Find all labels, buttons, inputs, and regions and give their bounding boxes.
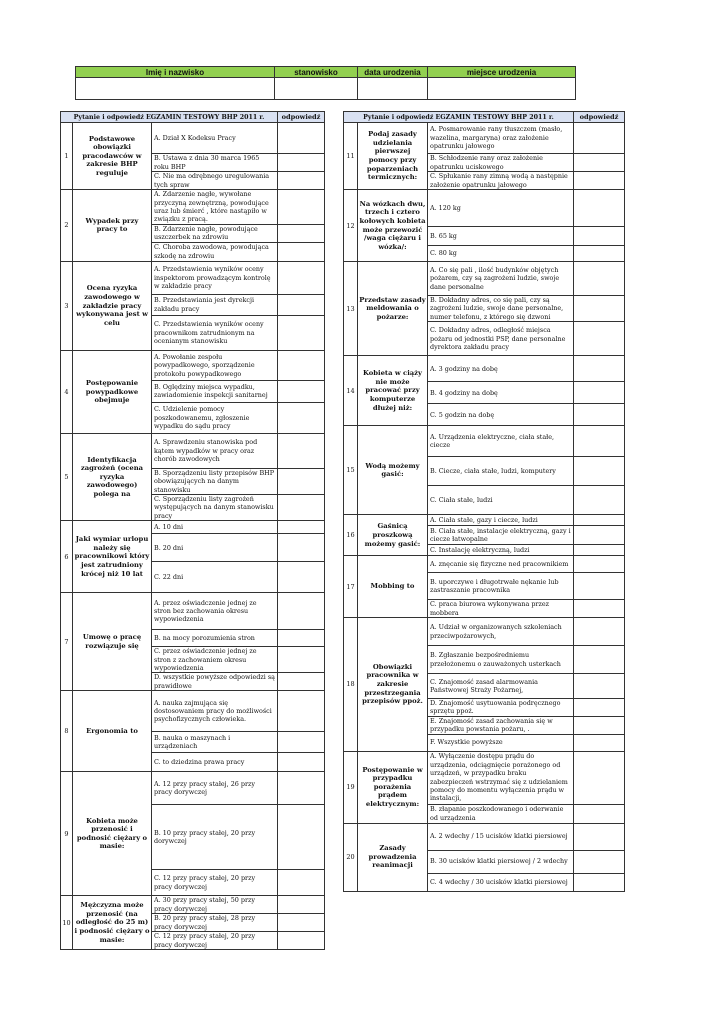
answer-cell[interactable]	[278, 772, 325, 805]
answer-cell[interactable]	[574, 404, 625, 426]
question-text: Ocena ryzyka zawodowego w zakładzie pracy wykonywana jest w celu	[73, 261, 152, 350]
answer-option: A. Posmarowanie rany tłuszczem (masło, wazelina, margaryna) oraz założenie opatrunku jałowego	[428, 123, 574, 154]
answer-option: A. 2 wdechy / 15 ucisków klatki piersiowej	[428, 823, 574, 850]
answer-option: B. Ciecze, ciała stałe, ludzi, komputery	[428, 457, 574, 486]
answer-option: D. Znajomość usytuowania podręcznego sprzętu ppoż.	[428, 699, 574, 717]
question-number: 7	[61, 593, 73, 691]
answer-option: B. Oględziny miejsca wypadku, zawiadomienie inspekcji sanitarnej	[152, 380, 278, 402]
answer-option: A. Dział X Kodeksu Pracy	[152, 123, 278, 154]
question-number: 18	[344, 618, 358, 752]
answer-option: C. 80 kg	[428, 246, 574, 262]
answer-cell[interactable]	[574, 172, 625, 190]
answer-cell[interactable]	[574, 382, 625, 404]
question-number: 5	[61, 433, 73, 520]
header-name: Imię i nazwisko	[76, 67, 275, 78]
question-number: 2	[61, 190, 73, 262]
question-text: Podstawowe obowiązki pracodawców w zakresie BHP reguluje	[73, 123, 152, 190]
answer-option: C. 12 przy pracy stałej, 20 przy pracy dorywczej	[152, 870, 278, 896]
answer-option: B. Zgłaszanie bezpośredniemu przełożonemu o zauważonych usterkach	[428, 646, 574, 674]
answer-cell[interactable]	[574, 873, 625, 891]
answer-cell[interactable]	[278, 190, 325, 225]
question-row	[344, 618, 625, 646]
answer-option: C. 4 wdechy / 30 ucisków klatki piersiowej	[428, 873, 574, 891]
question-number: 9	[61, 772, 73, 896]
right-answer-header: odpowiedź	[574, 112, 625, 123]
question-number: 14	[344, 356, 358, 426]
question-row	[344, 356, 625, 382]
answer-cell[interactable]	[574, 526, 625, 545]
question-row	[344, 190, 625, 227]
answer-cell[interactable]	[278, 521, 325, 534]
answer-option: A. Sprawdzeniu stanowiska pod kątem wypadków w pracy oraz chorób zawodowych	[152, 433, 278, 468]
answer-cell[interactable]	[278, 534, 325, 562]
answer-cell[interactable]	[278, 673, 325, 691]
answer-cell[interactable]	[278, 732, 325, 753]
answer-cell[interactable]	[574, 486, 625, 515]
question-row	[61, 593, 325, 630]
answer-option: A. Co się pali , ilość budynków objętych pożarem, czy są zagrożeni ludzie, swoje dane personalne	[428, 262, 574, 296]
question-text: Umowę o pracę rozwiązuje się	[73, 593, 152, 691]
answer-option: C. Ciała stałe, ludzi	[428, 486, 574, 515]
answer-option: A. 3 godziny na dobę	[428, 356, 574, 382]
answer-option: A. znęcanie się fizyczne ned pracownikiem	[428, 556, 574, 573]
question-row	[61, 521, 325, 534]
answer-cell[interactable]	[278, 753, 325, 772]
answer-option: A. 12 przy pracy stałej, 26 przy pracy dorywczej	[152, 772, 278, 805]
answer-cell[interactable]	[574, 545, 625, 556]
question-row	[61, 123, 325, 154]
answer-option: B. Schłodzenie rany oraz założenie opatrunku uciskowego	[428, 154, 574, 172]
answer-option: A. Urządzenia elektryczne, ciała stałe, ciecze	[428, 426, 574, 457]
question-number: 15	[344, 426, 358, 515]
answer-option: A. Przedstawienia wyników oceny inspektorom prowadzącym kontrolę w zakładzie pracy	[152, 261, 278, 294]
answer-cell[interactable]	[278, 914, 325, 932]
question-row	[344, 751, 625, 804]
answer-option: B. 20 przy pracy stałej, 28 przy pracy dorywczej	[152, 914, 278, 932]
answer-cell[interactable]	[574, 356, 625, 382]
question-row	[61, 433, 325, 468]
answer-option: B. nauka o maszynach i urządzeniach	[152, 732, 278, 753]
question-text: Identyfikacja zagrożeń (ocena ryzyka zawodowego) polega na	[73, 433, 152, 520]
answer-option: B. 65 kg	[428, 227, 574, 246]
answer-option: A. Powołanie zespołu powypadkowego, sporządzenie protokołu powypadkowego	[152, 350, 278, 380]
answer-cell[interactable]	[278, 294, 325, 315]
answer-option: A. 120 kg	[428, 190, 574, 227]
answer-option: F. Wszystkie powyższe	[428, 734, 574, 751]
position-field[interactable]	[275, 78, 358, 100]
question-row	[61, 350, 325, 380]
question-text: Przedstaw zasady meldowania o pożarze:	[358, 262, 428, 356]
answer-option: D. wszystkie powyższe odpowiedzi są prawidłowe	[152, 673, 278, 691]
answer-cell[interactable]	[278, 225, 325, 243]
question-text: Podaj zasady udzielania pierwszej pomocy przy poparzeniach termicznych:	[358, 123, 428, 190]
answer-option: A. Zdarzenie nagłe, wywołane przyczyną zewnętrzną, powodujące uraz lub śmierć , które nastąpiło w związku z pracą.	[152, 190, 278, 225]
birth-place-field[interactable]	[428, 78, 576, 100]
header-position: stanowisko	[275, 67, 358, 78]
answer-option: B. 30 ucisków klatki piersiowej / 2 wdechy	[428, 850, 574, 873]
left-answer-header: odpowiedź	[278, 112, 325, 123]
answer-option: B. Zdarzenie nagłe, powodujące uszczerbek na zdrowiu	[152, 225, 278, 243]
header-birth-place: miejsce urodzenia	[428, 67, 576, 78]
answer-cell[interactable]	[574, 618, 625, 646]
answer-cell[interactable]	[278, 468, 325, 494]
question-row	[61, 190, 325, 225]
answer-cell[interactable]	[278, 172, 325, 190]
question-text: Postępowanie powypadkowe obejmuje	[73, 350, 152, 433]
answer-cell[interactable]	[574, 556, 625, 573]
answer-option: B. Ciała stałe, instalacje elektryczną, gazy i ciecze łatwopalne	[428, 526, 574, 545]
answer-cell[interactable]	[278, 154, 325, 172]
answer-cell[interactable]	[574, 262, 625, 296]
answer-option: C. Przedstawienia wyników oceny pracownikom zatrudnionym na ocenianym stanowisku	[152, 315, 278, 350]
question-row	[344, 823, 625, 850]
left-table-title: Pytanie i odpowiedź EGZAMIN TESTOWY BHP 2011 r.	[61, 112, 278, 123]
answer-option: A. nauka zajmująca się dostosowaniem pracy do możliwości psychofizycznych człowieka.	[152, 691, 278, 732]
question-row	[344, 123, 625, 154]
answer-option: B. 10 przy pracy stałej, 20 przy dorywczej	[152, 805, 278, 870]
question-number: 13	[344, 262, 358, 356]
answer-cell[interactable]	[278, 350, 325, 380]
question-row	[61, 896, 325, 914]
question-number: 17	[344, 556, 358, 618]
answer-option: B. 20 dni	[152, 534, 278, 562]
answer-option: A. przez oświadczenie jednej ze stron bez zachowania okresu wypowiedzenia	[152, 593, 278, 630]
answer-option: B. złapanie poszkodowanego i oderwanie od urządzenia	[428, 804, 574, 823]
answer-cell[interactable]	[278, 380, 325, 402]
question-number: 8	[61, 691, 73, 772]
personal-data-table	[75, 66, 576, 100]
header-birth-date: data urodzenia	[358, 67, 428, 78]
answer-cell[interactable]	[278, 896, 325, 914]
answer-cell[interactable]	[574, 426, 625, 457]
answer-option: C. Sporządzeniu listy zagrożeń występujących na danym stanowisku pracy	[152, 495, 278, 521]
question-text: Kobieta w ciąży nie może pracować przy komputerze dłużej niż:	[358, 356, 428, 426]
answer-cell[interactable]	[574, 751, 625, 804]
answer-cell[interactable]	[574, 154, 625, 172]
answer-option: C. Nie ma odrębnego uregulowania tych spraw	[152, 172, 278, 190]
question-number: 19	[344, 751, 358, 823]
question-row	[344, 426, 625, 457]
answer-cell[interactable]	[574, 850, 625, 873]
question-number: 12	[344, 190, 358, 262]
question-text: Ergonomia to	[73, 691, 152, 772]
answer-option: C. Udzielenie pomocy poszkodowanemu, zgłoszenie wypadku do sądu pracy	[152, 402, 278, 433]
answer-cell[interactable]	[574, 573, 625, 600]
answer-cell[interactable]	[574, 296, 625, 322]
question-text: Obowiązki pracownika w zakresie przestrzegania przepisów ppoż.	[358, 618, 428, 752]
answer-option: B. na mocy porozumienia stron	[152, 630, 278, 647]
answer-cell[interactable]	[574, 600, 625, 618]
answer-option: A. 30 przy pracy stałej, 50 przy pracy dorywczej	[152, 896, 278, 914]
answer-option: C. Spłukanie rany zimną wodą a następnie założenie opatrunku jałowego	[428, 172, 574, 190]
answer-option: B. 4 godziny na dobę	[428, 382, 574, 404]
answer-cell[interactable]	[574, 123, 625, 154]
answer-option: C. praca biurowa wykonywana przez mobbera	[428, 600, 574, 618]
question-text: Postępowanie w przypadku porażenia prądem elektrycznym:	[358, 751, 428, 823]
answer-cell[interactable]	[574, 699, 625, 717]
answer-cell[interactable]	[574, 515, 625, 526]
answer-cell[interactable]	[574, 716, 625, 734]
answer-option: A. Ciała stałe, gazy i ciecze, ludzi	[428, 515, 574, 526]
answer-cell[interactable]	[278, 123, 325, 154]
question-number: 11	[344, 123, 358, 190]
answer-option: C. Znajomość zasad alarmowania Państwowej Straży Pożarnej,	[428, 674, 574, 699]
answer-cell[interactable]	[278, 315, 325, 350]
answer-cell[interactable]	[574, 646, 625, 674]
answer-cell[interactable]	[278, 630, 325, 647]
answer-cell[interactable]	[278, 242, 325, 261]
question-text: Kobieta może przenosić i podnosić ciężary o masie:	[73, 772, 152, 896]
question-row	[344, 515, 625, 526]
question-row	[344, 262, 625, 296]
question-number: 20	[344, 823, 358, 891]
question-number: 3	[61, 261, 73, 350]
answer-cell[interactable]	[278, 402, 325, 433]
question-text: Wypadek przy pracy to	[73, 190, 152, 262]
question-text: Gaśnicą proszkową możemy gasić:	[358, 515, 428, 556]
answer-option: C. to dziedzina prawa pracy	[152, 753, 278, 772]
answer-option: B. Ustawa z dnia 30 marca 1965 roku BHP	[152, 154, 278, 172]
birth-date-field[interactable]	[358, 78, 428, 100]
left-question-table	[60, 111, 325, 950]
answer-option: B. Sporządzeniu listy przepisów BHP obowiązujących na danym stanowisku	[152, 468, 278, 494]
question-number: 10	[61, 896, 73, 950]
question-number: 4	[61, 350, 73, 433]
answer-cell[interactable]	[574, 804, 625, 823]
question-text: Na wózkach dwu, trzech i cztero kołowych kobieta może przewozić /waga ciężaru i wózka/:	[358, 190, 428, 262]
answer-cell[interactable]	[278, 691, 325, 732]
answer-option: B. uporczywe i długotrwałe nękanie lub zastraszanie pracownika	[428, 573, 574, 600]
right-question-table	[343, 111, 625, 892]
answer-cell[interactable]	[278, 870, 325, 896]
answer-cell[interactable]	[278, 932, 325, 950]
name-field[interactable]	[76, 78, 275, 100]
answer-cell[interactable]	[278, 562, 325, 593]
answer-option: C. Instalację elektryczną, ludzi	[428, 545, 574, 556]
answer-option: B. Przedstawiania jest dyrekcji zakładu pracy	[152, 294, 278, 315]
question-text: Wodą możemy gasić:	[358, 426, 428, 515]
answer-cell[interactable]	[574, 227, 625, 246]
answer-cell[interactable]	[278, 495, 325, 521]
answer-cell[interactable]	[278, 805, 325, 870]
question-number: 16	[344, 515, 358, 556]
question-text: Jaki wymiar urlopu należy się pracownikowi który jest zatrudniony krócej niż 10 lat	[73, 521, 152, 593]
answer-option: E. Znajomość zasad zachowania się w przypadku powstania pożaru, .	[428, 716, 574, 734]
answer-cell[interactable]	[574, 322, 625, 356]
answer-cell[interactable]	[574, 674, 625, 699]
question-text: Mobbing to	[358, 556, 428, 618]
answer-option: B. Dokładny adres, co się pali, czy są zagrożeni ludzie, swoje dane personalne, numer telefonu, z którego się dzwoni	[428, 296, 574, 322]
question-row	[61, 261, 325, 294]
question-number: 1	[61, 123, 73, 190]
answer-cell[interactable]	[278, 593, 325, 630]
answer-option: C. 22 dni	[152, 562, 278, 593]
answer-option: C. Choroba zawodowa, powodująca szkodę na zdrowiu	[152, 242, 278, 261]
answer-cell[interactable]	[278, 433, 325, 468]
answer-option: C. 5 godzin na dobę	[428, 404, 574, 426]
right-table-title: Pytanie i odpowiedź EGZAMIN TESTOWY BHP 2011 r.	[344, 112, 574, 123]
question-row	[344, 556, 625, 573]
answer-cell[interactable]	[574, 823, 625, 850]
question-number: 6	[61, 521, 73, 593]
question-text: Mężczyzna może przenosić (na odległość do 25 m) i podnosić ciężary o masie:	[73, 896, 152, 950]
answer-option: A. Wyłączenie dostępu prądu do urządzenia, odciągnięcie porażonego od urządzeń, w przypadku braku zabezpieczeń wstrzymać się z udzielaniem pomocy do momentu wyłączenia prądu w instalacji,	[428, 751, 574, 804]
answer-cell[interactable]	[574, 457, 625, 486]
answer-option: A. 10 dni	[152, 521, 278, 534]
answer-option: C. 12 przy pracy stałej, 20 przy pracy dorywczej	[152, 932, 278, 950]
answer-cell[interactable]	[278, 261, 325, 294]
answer-option: C. przez oświadczenie jednej ze stron z zachowaniem okresu wypowiedzenia	[152, 647, 278, 673]
answer-cell[interactable]	[574, 190, 625, 227]
answer-cell[interactable]	[278, 647, 325, 673]
answer-option: A. Udział w organizowanych szkoleniach przeciwpożarowych,	[428, 618, 574, 646]
question-row	[61, 691, 325, 732]
answer-option: C. Dokładny adres, odległość miejsca pożaru od jednostki PSP, dane personalne dyrektora zakładu pracy	[428, 322, 574, 356]
answer-cell[interactable]	[574, 246, 625, 262]
question-row	[61, 772, 325, 805]
answer-cell[interactable]	[574, 734, 625, 751]
question-text: Zasady prowadzenia reanimacji	[358, 823, 428, 891]
